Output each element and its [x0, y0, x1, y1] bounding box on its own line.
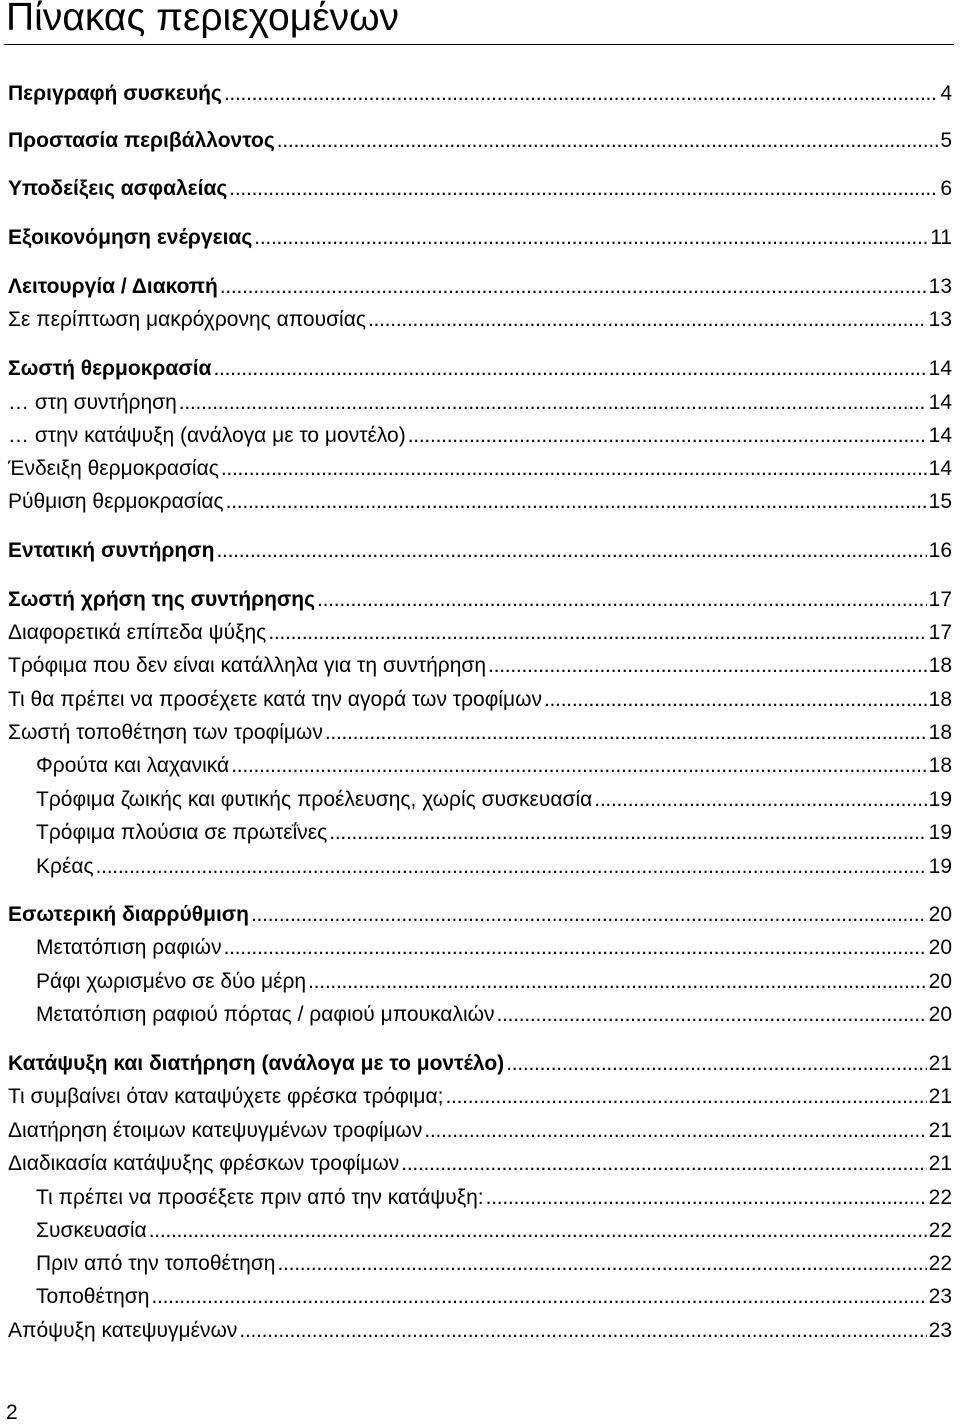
toc-entry[interactable]: [36, 967, 952, 997]
toc-entry-label: Κατάψυξη και διατήρηση (ανάλογα με το μοντέλο): [8, 1052, 505, 1075]
toc-entry[interactable]: [8, 718, 952, 748]
toc-dot-leader: [151, 1282, 926, 1312]
toc-page-number: 21: [928, 1119, 952, 1142]
toc-entry[interactable]: [8, 585, 952, 615]
toc-page-number: 23: [928, 1319, 952, 1342]
toc-page-number: 13: [928, 275, 952, 298]
toc-entry-label: Τρόφιμα ζωικής και φυτικής προέλευσης, χωρίς συσκευασία: [36, 788, 593, 811]
toc-page-number: 22: [928, 1219, 952, 1242]
toc-dot-leader: [268, 618, 926, 648]
toc-entry-label: Τρόφιμα πλούσια σε πρωτεΐνες: [36, 821, 328, 844]
toc-page-number: 6: [940, 177, 952, 200]
toc-dot-leader: [488, 651, 927, 681]
toc-entry[interactable]: [36, 818, 952, 848]
toc-page-number: 15: [928, 490, 952, 513]
toc-entry[interactable]: [8, 174, 952, 204]
toc-entry[interactable]: [36, 1183, 952, 1213]
toc-entry[interactable]: [8, 1316, 952, 1346]
toc-page-number: 14: [928, 457, 952, 480]
toc-page-number: 18: [928, 754, 952, 777]
toc-entry-label: … στην κατάψυξη (ανάλογα με το μοντέλο): [8, 424, 406, 447]
toc-dot-leader: [179, 388, 927, 418]
toc-page-number: 20: [928, 903, 952, 926]
toc-entry[interactable]: [8, 223, 952, 253]
toc-page-number: 20: [928, 970, 952, 993]
toc-entry-label: Κρέας: [36, 855, 94, 878]
toc-dot-leader: [224, 933, 927, 963]
toc-page-number: 20: [928, 1003, 952, 1026]
toc-entry[interactable]: [8, 1149, 952, 1179]
toc-dot-leader: [408, 421, 927, 451]
toc-entry-label: Τι συμβαίνει όταν καταψύχετε φρέσκα τρόφιμα;: [8, 1085, 444, 1108]
toc-page-number: 14: [928, 424, 952, 447]
toc-entry-label: Σωστή θερμοκρασία: [8, 357, 212, 380]
page-number: 2: [6, 1401, 18, 1424]
toc-page-number: 4: [940, 82, 952, 105]
toc-entry[interactable]: [36, 1282, 952, 1312]
toc-dot-leader: [239, 1316, 926, 1346]
toc-entry-label: Συσκευασία: [36, 1219, 147, 1242]
toc-entry[interactable]: [8, 421, 952, 451]
toc-page-number: 21: [928, 1085, 952, 1108]
toc-dot-leader: [220, 272, 927, 302]
toc-entry-label: Υποδείξεις ασφαλείας: [8, 177, 228, 200]
toc-page-number: 14: [928, 391, 952, 414]
toc-page-number: 16: [928, 539, 952, 562]
toc-entry[interactable]: [36, 852, 952, 882]
toc-page-number: 21: [928, 1152, 952, 1175]
toc-entry[interactable]: [36, 1216, 952, 1246]
toc-dot-leader: [486, 1183, 927, 1213]
toc-entry[interactable]: [8, 354, 952, 384]
toc-dot-leader: [254, 223, 928, 253]
toc-dot-leader: [149, 1216, 927, 1246]
toc-entry[interactable]: [8, 305, 952, 335]
toc-entry[interactable]: [8, 487, 952, 517]
toc-dot-leader: [594, 785, 926, 815]
toc-page-number: 20: [928, 936, 952, 959]
toc-entry-label: Προστασία περιβάλλοντος: [8, 129, 275, 152]
toc-entry-label: Τι πρέπει να προσέξετε πριν από την κατάψυξη:: [36, 1186, 484, 1209]
toc-page-number: 11: [930, 226, 952, 249]
toc-entry[interactable]: [8, 1082, 952, 1112]
toc-dot-leader: [445, 1082, 926, 1112]
toc-entry-label: Μετατόπιση ραφιού πόρτας / ραφιού μπουκαλιών: [36, 1003, 495, 1026]
toc-dot-leader: [231, 751, 926, 781]
toc-dot-leader: [325, 718, 927, 748]
toc-page-number: 13: [928, 308, 952, 331]
toc-entry[interactable]: [8, 388, 952, 418]
toc-dot-leader: [96, 852, 927, 882]
toc-page-number: 17: [928, 621, 952, 644]
toc-entry-label: Τι θα πρέπει να προσέχετε κατά την αγορά των τροφίμων: [8, 688, 542, 711]
toc-dot-leader: [224, 79, 938, 109]
toc-dot-leader: [368, 305, 927, 335]
toc-entry[interactable]: [8, 272, 952, 302]
toc-entry-label: Σωστή τοποθέτηση των τροφίμων: [8, 721, 323, 744]
toc-page-number: 14: [928, 357, 952, 380]
toc-page-number: 17: [928, 588, 952, 611]
toc-entry-label: Περιγραφή συσκευής: [8, 82, 222, 105]
toc-page-number: 5: [940, 129, 952, 152]
toc-entry[interactable]: [36, 751, 952, 781]
toc-page-number: 18: [928, 688, 952, 711]
toc-dot-leader: [401, 1149, 926, 1179]
toc-dot-leader: [424, 1116, 926, 1146]
toc-dot-leader: [317, 585, 927, 615]
toc-page-number: 19: [928, 821, 952, 844]
toc-entry-label: Εξοικονόμηση ενέργειας: [8, 226, 253, 249]
toc-dot-leader: [251, 900, 927, 930]
toc-entry-label: Απόψυξη κατεψυγμένων: [8, 1319, 238, 1342]
toc-entry-label: Εσωτερική διαρρύθμιση: [8, 903, 249, 926]
toc-page-number: 22: [928, 1252, 952, 1275]
toc-page-number: 23: [928, 1285, 952, 1308]
toc-page-number: 21: [928, 1052, 952, 1075]
toc-dot-leader: [308, 967, 927, 997]
toc-dot-leader: [544, 685, 927, 715]
toc-entry[interactable]: [8, 685, 952, 715]
toc-entry[interactable]: [8, 900, 952, 930]
toc-page-number: 19: [928, 855, 952, 878]
toc-entry-label: Τρόφιμα που δεν είναι κατάλληλα για τη συντήρηση: [8, 654, 487, 677]
toc-entry-label: Λειτουργία / Διακοπή: [8, 275, 218, 298]
toc-entry[interactable]: [8, 454, 952, 484]
toc-page-number: 18: [928, 721, 952, 744]
toc-entry-label: Εντατική συντήρηση: [8, 539, 215, 562]
toc-entry-label: Τοποθέτηση: [36, 1285, 150, 1308]
toc-page-number: 22: [928, 1186, 952, 1209]
toc-entry-label: Σωστή χρήση της συντήρησης: [8, 588, 316, 611]
toc-entry-label: … στη συντήρηση: [8, 391, 177, 414]
toc-entry-label: Πριν από την τοποθέτηση: [36, 1252, 276, 1275]
toc-entry-label: Σε περίπτωση μακρόχρονης απουσίας: [8, 308, 366, 331]
toc-entry-label: Μετατόπιση ραφιών: [36, 936, 222, 959]
toc-entry[interactable]: [8, 651, 952, 681]
toc-entry[interactable]: [8, 1116, 952, 1146]
toc-entry[interactable]: [8, 126, 952, 156]
toc-entry-label: Ράφι χωρισμένο σε δύο μέρη: [36, 970, 307, 993]
toc-entry[interactable]: [36, 1249, 952, 1279]
toc-entry[interactable]: [36, 1000, 952, 1030]
toc-dot-leader: [277, 126, 939, 156]
toc-entry[interactable]: [8, 79, 952, 109]
toc-dot-leader: [497, 1000, 927, 1030]
toc-entry-label: Ένδειξη θερμοκρασίας: [8, 457, 219, 480]
toc-entry[interactable]: [8, 1049, 952, 1079]
page-title: Πίνακας περιεχομένων: [6, 0, 400, 39]
toc-dot-leader: [216, 536, 926, 566]
toc-entry[interactable]: [8, 618, 952, 648]
toc-entry-label: Ρύθμιση θερμοκρασίας: [8, 490, 224, 513]
toc-dot-leader: [277, 1249, 926, 1279]
toc-entry[interactable]: [36, 933, 952, 963]
toc-entry-label: Διαδικασία κατάψυξης φρέσκων τροφίμων: [8, 1152, 400, 1175]
title-divider: [4, 44, 954, 45]
toc-page-number: 19: [928, 788, 952, 811]
toc-dot-leader: [229, 174, 938, 204]
toc-dot-leader: [506, 1049, 926, 1079]
toc-dot-leader: [226, 487, 927, 517]
toc-dot-leader: [213, 354, 926, 384]
toc-dot-leader: [221, 454, 927, 484]
toc-entry-label: Φρούτα και λαχανικά: [36, 754, 230, 777]
toc-page-number: 18: [928, 654, 952, 677]
toc-entry-label: Διαφορετικά επίπεδα ψύξης: [8, 621, 267, 644]
toc-entry[interactable]: [36, 785, 952, 815]
toc-entry-label: Διατήρηση έτοιμων κατεψυγμένων τροφίμων: [8, 1119, 423, 1142]
toc-dot-leader: [329, 818, 926, 848]
toc-entry[interactable]: [8, 536, 952, 566]
